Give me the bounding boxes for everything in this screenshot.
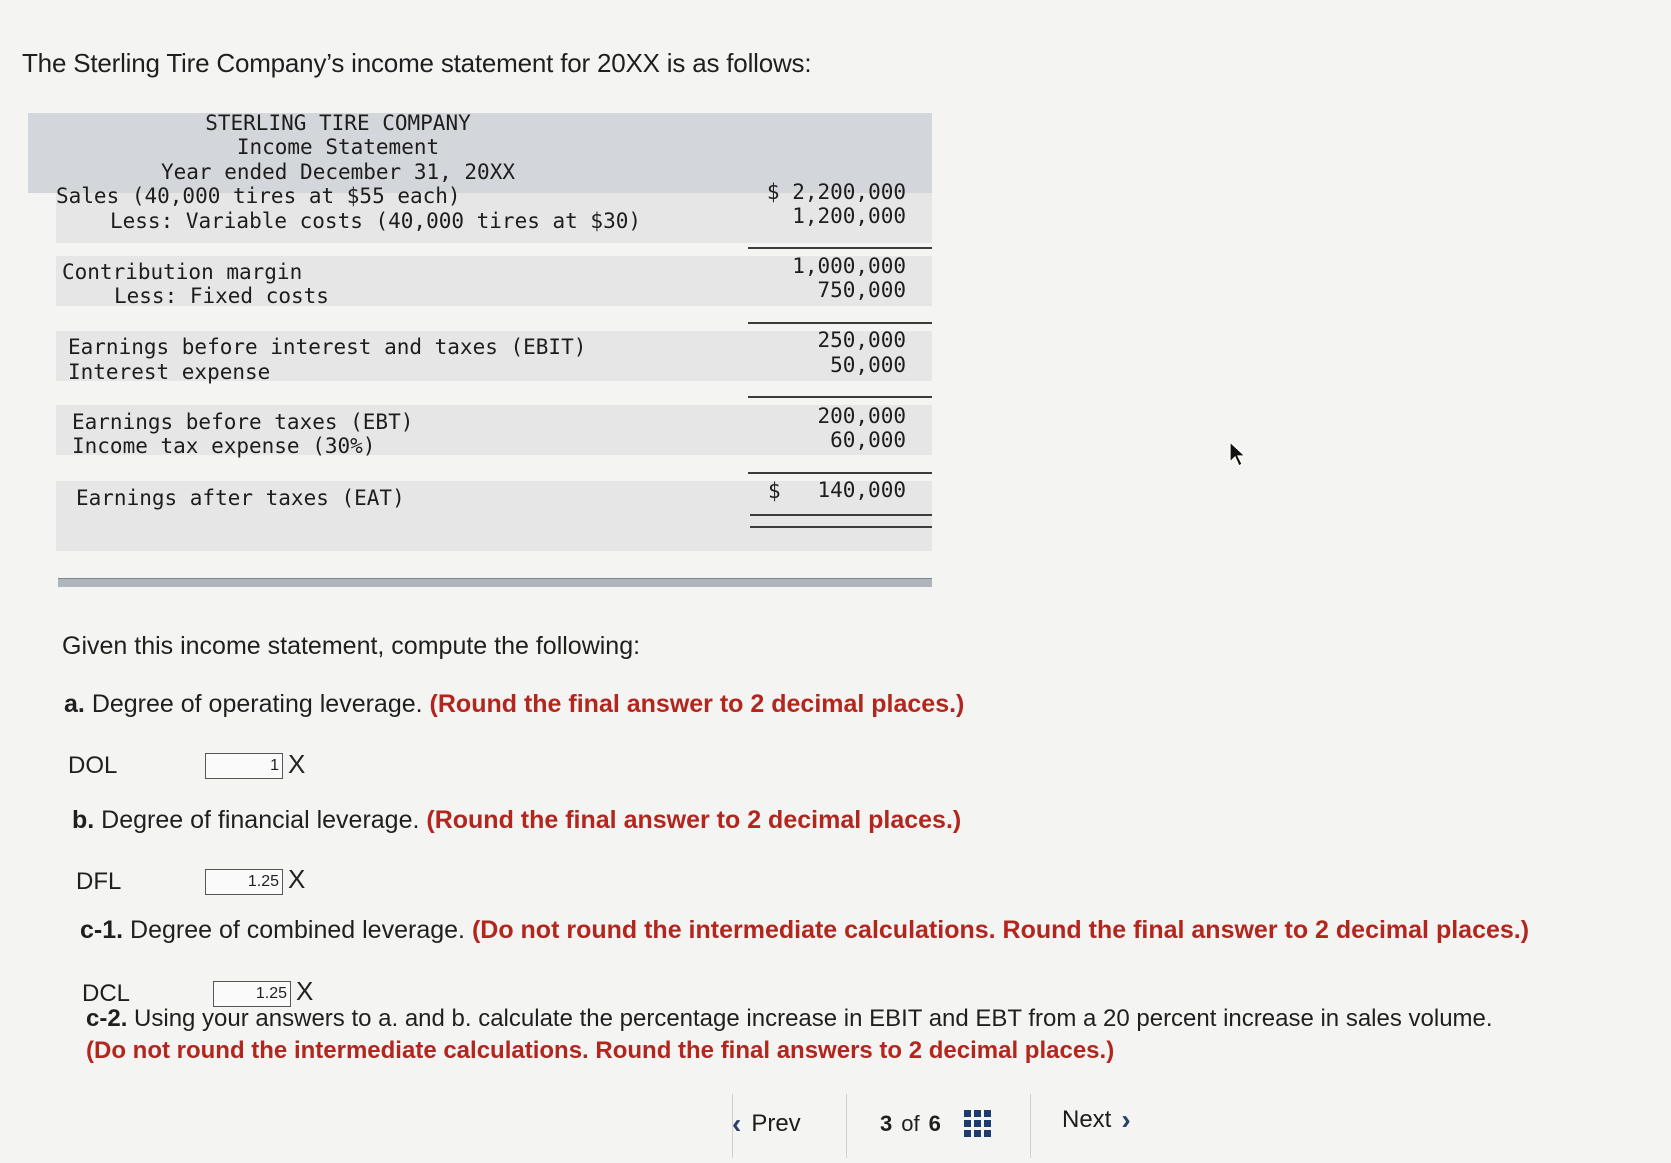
row-label-eat: Earnings after taxes (EAT) [76,486,405,510]
row-amount-variable-costs: 1,200,000 [792,204,906,228]
question-a [64,690,964,719]
row-label-ebit: Earnings before interest and taxes (EBIT) [68,335,587,359]
intro-text: The Sterling Tire Company’s income statement for 20XX is as follows: [22,48,812,78]
dcl-input[interactable]: 1.25 [213,981,291,1007]
subtotal-rule [748,396,932,398]
row-label-fixed-costs: Less: Fixed costs [114,284,329,308]
question-a-note: (Round the final answer to 2 decimal places.) [429,690,965,718]
question-b-text: Degree of financial leverage. [101,806,420,834]
row-amount-ebt: 200,000 [817,404,906,428]
row-label-variable-costs: Less: Variable costs (40,000 tires at $30) [110,209,642,233]
mouse-cursor-icon [1228,440,1248,468]
chevron-left-icon: ‹ [732,1108,742,1139]
double-rule-top [750,514,932,516]
prev-label: Prev [751,1110,801,1137]
current-page: 3 [880,1110,893,1136]
row-amount-eat: 140,000 [817,478,906,502]
question-c1 [80,916,1529,945]
income-statement [28,113,932,591]
question-b-letter: b. [72,806,95,834]
row-label-sales: Sales (40,000 tires at $55 each) [56,184,461,208]
subtotal-rule [748,322,932,324]
page-of: of [901,1110,920,1136]
row-label-contribution-margin: Contribution margin [62,260,303,284]
question-c2-letter: c-2. [86,1005,128,1032]
dfl-label: DFL [76,868,122,895]
given-text: Given this income statement, compute the following: [62,632,641,660]
row-currency-eat: $ [768,479,781,503]
row-amount-interest-expense: 50,000 [830,353,906,377]
divider [846,1094,847,1158]
row-amount-sales: $ 2,200,000 [766,180,906,204]
chevron-right-icon: › [1121,1104,1131,1135]
dfl-incorrect-icon: X [288,864,306,894]
row-label-interest-expense: Interest expense [68,360,271,384]
dcl-label: DCL [82,980,131,1007]
question-b [72,806,961,835]
prev-button[interactable] [732,1108,801,1140]
subtotal-rule [748,472,932,474]
divider [1030,1094,1031,1158]
total-pages: 6 [928,1110,941,1136]
next-label: Next [1062,1106,1112,1133]
question-c1-note: (Do not round the intermediate calculations. Round the final answer to 2 decimal places.) [471,916,1530,944]
question-a-letter: a. [64,690,85,718]
row-amount-income-tax: 60,000 [830,428,906,452]
question-b-note: (Round the final answer to 2 decimal places.) [426,806,962,834]
navigation-footer [0,1090,1671,1163]
dcl-incorrect-icon: X [296,976,314,1006]
row-label-income-tax: Income tax expense (30%) [72,434,376,458]
question-c1-text: Degree of combined leverage. [130,916,465,944]
row-amount-ebit: 250,000 [817,328,906,352]
question-a-text: Degree of operating leverage. [91,690,423,718]
dol-input[interactable]: 1 [205,753,283,779]
row-amount-contribution-margin: 1,000,000 [792,254,906,278]
subtotal-rule [748,247,932,249]
question-c2-note: (Do not round the intermediate calculations. Round the final answers to 2 decimal places.) [86,1037,1115,1064]
double-rule-bottom [750,526,932,528]
statement-title: Income Statement [236,135,440,159]
grid-icon[interactable] [964,1110,991,1137]
question-c1-letter: c-1. [80,916,124,944]
dol-incorrect-icon: X [288,749,306,779]
dol-label: DOL [68,752,118,779]
statement-bottom-border [58,578,932,587]
next-button[interactable] [1062,1104,1131,1136]
company-name: STERLING TIRE COMPANY [205,111,471,135]
row-amount-fixed-costs: 750,000 [817,278,906,302]
question-c2 [86,1005,1586,1065]
dfl-input[interactable]: 1.25 [205,869,283,895]
statement-period: Year ended December 31, 20XX [160,160,515,184]
question-c2-text: Using your answers to a. and b. calculate the percentage increase in EBIT and EBT from a 20 percent increase in sales volume. [134,1005,1493,1032]
row-label-ebt: Earnings before taxes (EBT) [72,410,414,434]
page-indicator[interactable] [880,1110,991,1137]
